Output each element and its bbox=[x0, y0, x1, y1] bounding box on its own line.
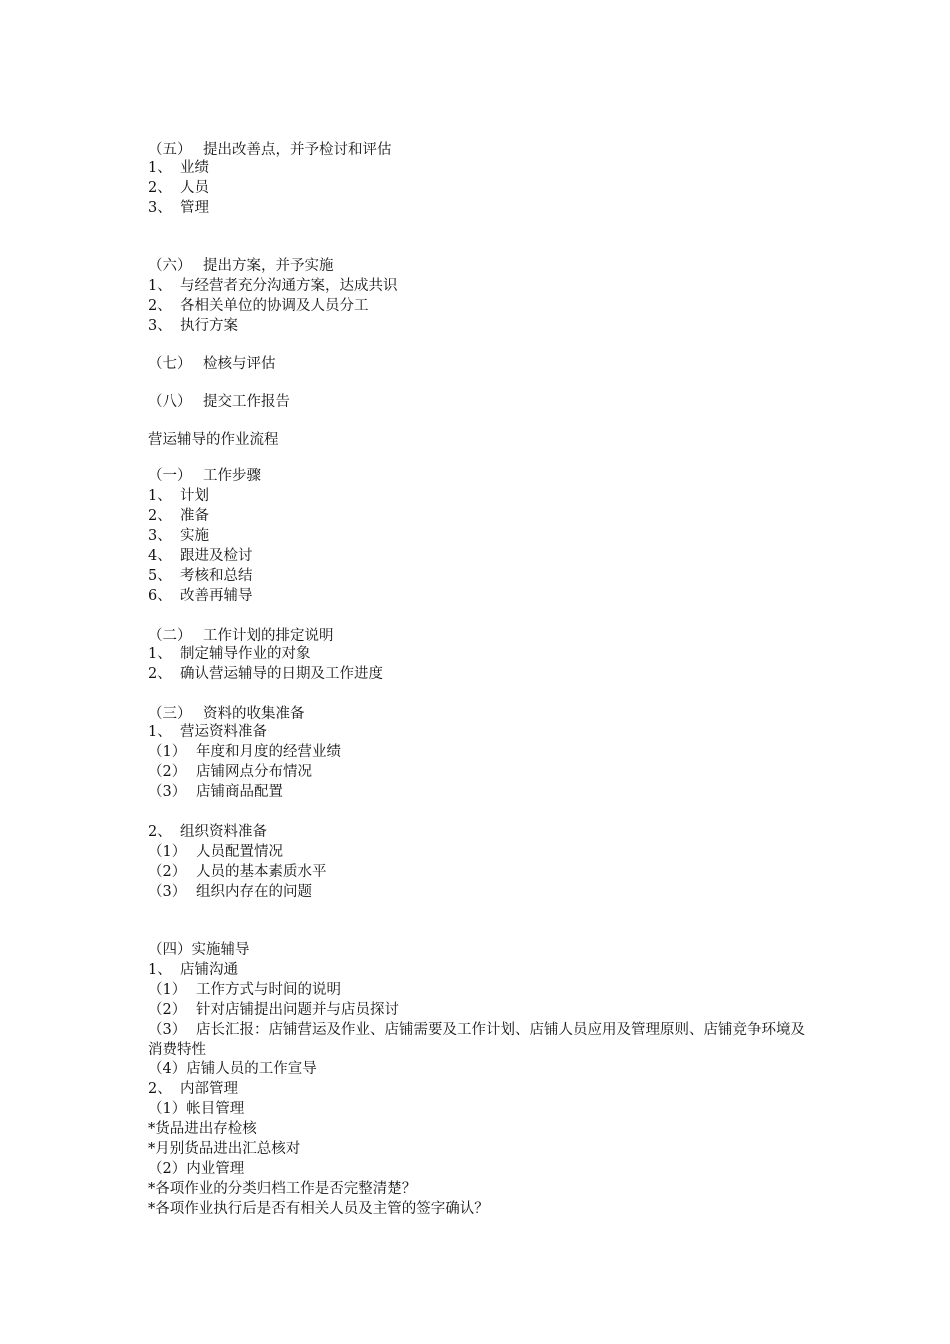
line-text: 提交工作报告 bbox=[203, 394, 290, 410]
line-text: 工作步骤 bbox=[203, 468, 261, 484]
line-number: 2、 bbox=[148, 666, 172, 682]
text-line bbox=[148, 1159, 244, 1179]
line-text: 业绩 bbox=[180, 160, 209, 176]
line-number: （1） bbox=[148, 982, 187, 998]
line-text: 制定辅导作业的对象 bbox=[180, 646, 311, 662]
text-line bbox=[148, 862, 327, 882]
text-line bbox=[148, 430, 279, 450]
text-line bbox=[148, 526, 209, 546]
line-text: 组织资料准备 bbox=[180, 824, 267, 840]
text-line bbox=[148, 354, 276, 374]
line-text: 店铺网点分布情况 bbox=[196, 764, 312, 780]
text-line bbox=[148, 316, 238, 336]
line-number: 3、 bbox=[148, 528, 172, 544]
line-number: 5、 bbox=[148, 568, 172, 584]
line-number: 2、 bbox=[148, 180, 172, 196]
line-text: 店长汇报：店铺营运及作业、店铺需要及工作计划、店铺人员应用及管理原则、店铺竞争环境及消费特性 bbox=[148, 1022, 805, 1058]
text-line bbox=[148, 1020, 808, 1060]
line-text: 准备 bbox=[180, 508, 209, 524]
line-text: 组织内存在的问题 bbox=[196, 884, 312, 900]
line-text: 营运辅导的作业流程 bbox=[148, 432, 279, 448]
line-text: *货品进出存检核 bbox=[148, 1121, 257, 1137]
line-text: 营运资料准备 bbox=[180, 724, 267, 740]
text-line bbox=[148, 644, 311, 664]
text-line bbox=[148, 742, 341, 762]
line-number: （2） bbox=[148, 864, 187, 880]
line-number: （2） bbox=[148, 1002, 187, 1018]
line-text: 考核和总结 bbox=[180, 568, 253, 584]
text-line bbox=[148, 1119, 257, 1139]
line-text: 资料的收集准备 bbox=[203, 706, 305, 722]
line-text: 跟进及检讨 bbox=[180, 548, 253, 564]
text-line bbox=[148, 626, 334, 646]
line-text: 人员 bbox=[180, 180, 209, 196]
text-line bbox=[148, 198, 209, 218]
line-number: 2、 bbox=[148, 824, 172, 840]
text-line bbox=[148, 178, 209, 198]
line-number: （2） bbox=[148, 764, 187, 780]
line-number: 1、 bbox=[148, 278, 172, 294]
text-line bbox=[148, 1179, 416, 1199]
line-text: 人员配置情况 bbox=[196, 844, 283, 860]
line-number: 3、 bbox=[148, 200, 172, 216]
line-number: （3） bbox=[148, 784, 187, 800]
line-text: 确认营运辅导的日期及工作进度 bbox=[180, 666, 383, 682]
line-text: 执行方案 bbox=[180, 318, 238, 334]
text-line bbox=[148, 140, 392, 160]
line-text: *月别货品进出汇总核对 bbox=[148, 1141, 301, 1157]
line-text: 年度和月度的经营业绩 bbox=[196, 744, 341, 760]
line-text: 管理 bbox=[180, 200, 209, 216]
line-number: 1、 bbox=[148, 160, 172, 176]
text-line bbox=[148, 486, 209, 506]
line-number: （1） bbox=[148, 844, 187, 860]
line-text: 改善再辅导 bbox=[180, 588, 253, 604]
text-line bbox=[148, 466, 261, 486]
line-number: （1） bbox=[148, 744, 187, 760]
line-text: （2）内业管理 bbox=[148, 1161, 245, 1177]
line-text: 内部管理 bbox=[180, 1081, 238, 1097]
line-text: （四）实施辅导 bbox=[148, 942, 250, 958]
text-line bbox=[148, 960, 238, 980]
line-number: （五） bbox=[148, 142, 192, 158]
line-number: 1、 bbox=[148, 724, 172, 740]
text-line bbox=[148, 842, 283, 862]
line-number: （八） bbox=[148, 394, 192, 410]
line-number: 1、 bbox=[148, 488, 172, 504]
line-number: 1、 bbox=[148, 646, 172, 662]
line-number: 4、 bbox=[148, 548, 172, 564]
line-text: 店铺沟通 bbox=[180, 962, 238, 978]
line-text: 提出方案，并予实施 bbox=[203, 258, 334, 274]
text-line bbox=[148, 1000, 399, 1020]
line-number: 2、 bbox=[148, 1081, 172, 1097]
line-text: 工作计划的排定说明 bbox=[203, 628, 334, 644]
line-text: 与经营者充分沟通方案，达成共识 bbox=[180, 278, 398, 294]
text-line bbox=[148, 882, 312, 902]
text-line bbox=[148, 1199, 489, 1219]
text-line bbox=[148, 392, 290, 412]
text-line bbox=[148, 276, 398, 296]
line-number: （七） bbox=[148, 356, 192, 372]
line-text: 各相关单位的协调及人员分工 bbox=[180, 298, 369, 314]
line-text: 提出改善点，并予检讨和评估 bbox=[203, 142, 392, 158]
line-number: 6、 bbox=[148, 588, 172, 604]
line-number: （三） bbox=[148, 706, 192, 722]
text-line bbox=[148, 722, 267, 742]
text-line bbox=[148, 782, 283, 802]
line-number: 1、 bbox=[148, 962, 172, 978]
text-line bbox=[148, 546, 253, 566]
line-number: （一） bbox=[148, 468, 192, 484]
text-line bbox=[148, 506, 209, 526]
line-text: 检核与评估 bbox=[203, 356, 276, 372]
text-line bbox=[148, 296, 369, 316]
line-number: 3、 bbox=[148, 318, 172, 334]
text-line bbox=[148, 762, 312, 782]
line-text: 店铺商品配置 bbox=[196, 784, 283, 800]
text-line bbox=[148, 1059, 317, 1079]
text-line bbox=[148, 586, 253, 606]
line-number: （六） bbox=[148, 258, 192, 274]
text-line bbox=[148, 566, 253, 586]
line-number: （二） bbox=[148, 628, 192, 644]
line-text: （4）店铺人员的工作宣导 bbox=[148, 1061, 317, 1077]
line-number: （3） bbox=[148, 884, 187, 900]
text-line bbox=[148, 256, 334, 276]
line-text: 人员的基本素质水平 bbox=[196, 864, 327, 880]
line-text: 针对店铺提出问题并与店员探讨 bbox=[196, 1002, 399, 1018]
text-line bbox=[148, 704, 305, 724]
text-line bbox=[148, 664, 383, 684]
line-text: *各项作业的分类归档工作是否完整清楚？ bbox=[148, 1181, 417, 1197]
line-number: （3） bbox=[148, 1022, 187, 1038]
text-line bbox=[148, 822, 267, 842]
line-text: 实施 bbox=[180, 528, 209, 544]
line-number: 2、 bbox=[148, 298, 172, 314]
text-line bbox=[148, 1079, 238, 1099]
line-text: 工作方式与时间的说明 bbox=[196, 982, 341, 998]
text-line bbox=[148, 1099, 244, 1119]
line-text: 计划 bbox=[180, 488, 209, 504]
text-line bbox=[148, 158, 209, 178]
text-line bbox=[148, 1139, 300, 1159]
text-line bbox=[148, 980, 341, 1000]
line-text: （1）帐目管理 bbox=[148, 1101, 245, 1117]
line-text: *各项作业执行后是否有相关人员及主管的签字确认？ bbox=[148, 1201, 489, 1217]
line-number: 2、 bbox=[148, 508, 172, 524]
text-line bbox=[148, 940, 250, 960]
